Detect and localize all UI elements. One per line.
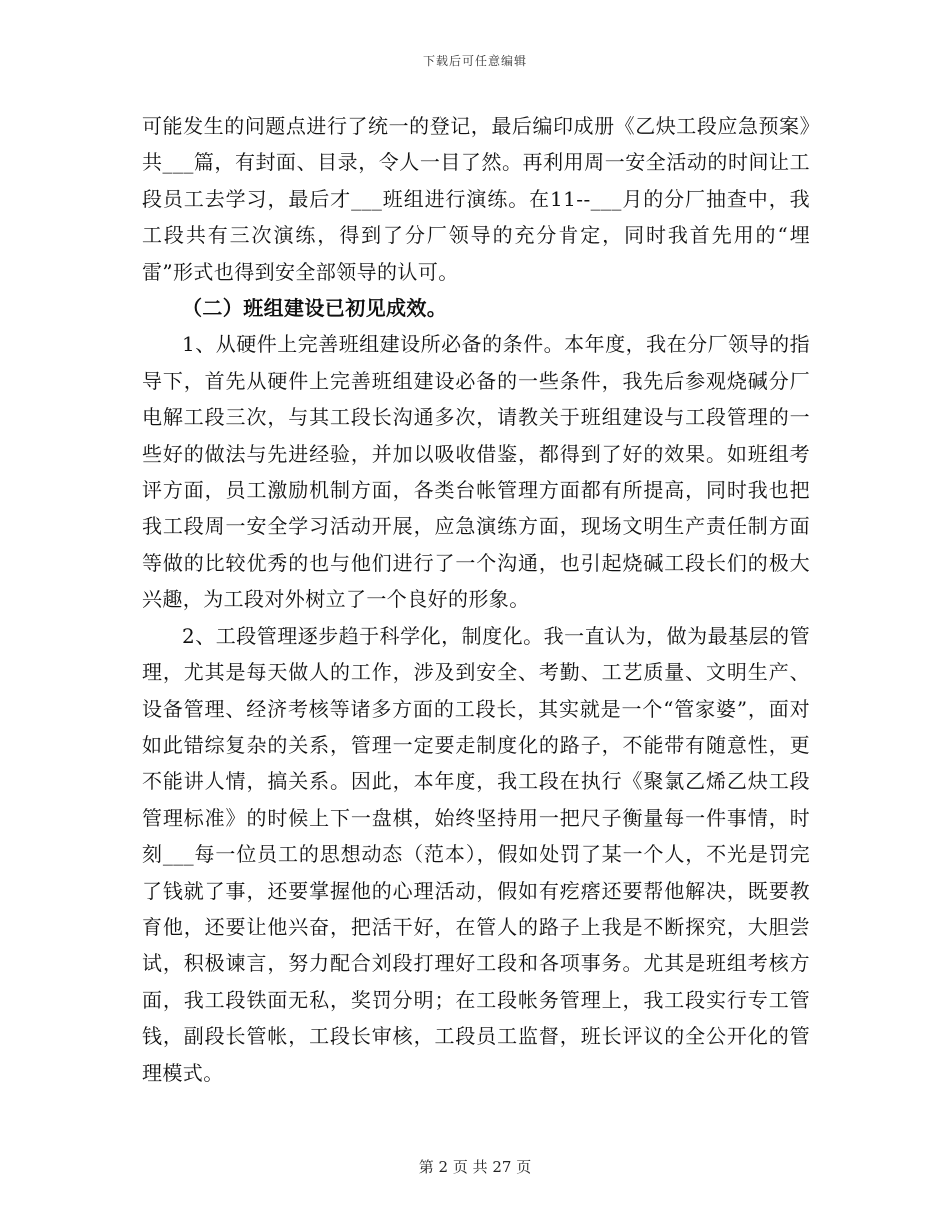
document-body bbox=[142, 108, 810, 1091]
paragraph-hardware: 1、从硬件上完善班组建设所必备的条件。本年度，我在分厂领导的指导下，首先从硬件上完善班组建设必备的一些条件，我先后参观烧碱分厂电解工段三次，与其工段长沟通多次，请教关于班组建设与工段管理的一些好的做法与先进经验，并加以吸收借鉴，都得到了好的效果。如班组考评方面，员工激励机制方面，各类台帐管理方面都有所提高，同时我也把我工段周一安全学习活动开展，应急演练方面，现场文明生产责任制方面等做的比较优秀的也与他们进行了一个沟通，也引起烧碱工段长们的极大兴趣，为工段对外树立了一个良好的形象。 bbox=[142, 332, 810, 612]
paragraph-management: 2、工段管理逐步趋于科学化，制度化。我一直认为，做为最基层的管理，尤其是每天做人的工作，涉及到安全、考勤、工艺质量、文明生产、设备管理、经济考核等诸多方面的工段长，其实就是一个“管家婆”，面对如此错综复杂的关系，管理一定要走制度化的路子，不能带有随意性，更不能讲人情，搞关系。因此，本年度，我工段在执行《聚氯乙烯乙炔工段管理标准》的时候上下一盘棋，始终坚持用一把尺子衡量每一件事情，时刻___每一位员工的思想动态（范本），假如处罚了某一个人，不光是罚完了钱就了事，还要掌握他的心理活动，假如有疙瘩还要帮他解决，既要教育他，还要让他兴奋，把活干好，在管人的路子上我是不断探究，大胆尝试，积极谏言，努力配合刘段打理好工段和各项事务。尤其是班组考核方面，我工段铁面无私，奖罚分明；在工段帐务管理上，我工段实行专工管钱，副段长管帐，工段长审核，工段员工监督，班长评议的全公开化的管理模式。 bbox=[142, 623, 810, 1085]
paragraph-continued: 可能发生的问题点进行了统一的登记，最后编印成册《乙炔工段应急预案》共___篇，有封面、目录，令人一目了然。再利用周一安全活动的时间让工段员工去学习，最后才___班组进行演练。在11--___月的分厂抽查中，我工段共有三次演练，得到了分厂领导的充分肯定，同时我首先用的“埋雷”形式也得到安全部领导的认可。 bbox=[142, 114, 810, 284]
page-footer-indicator: 第 2 页 共 27 页 bbox=[418, 1158, 532, 1176]
section-heading: （二）班组建设已初见成效。 bbox=[182, 296, 448, 321]
page-header-note: 下载后可任意编辑 bbox=[422, 54, 527, 68]
